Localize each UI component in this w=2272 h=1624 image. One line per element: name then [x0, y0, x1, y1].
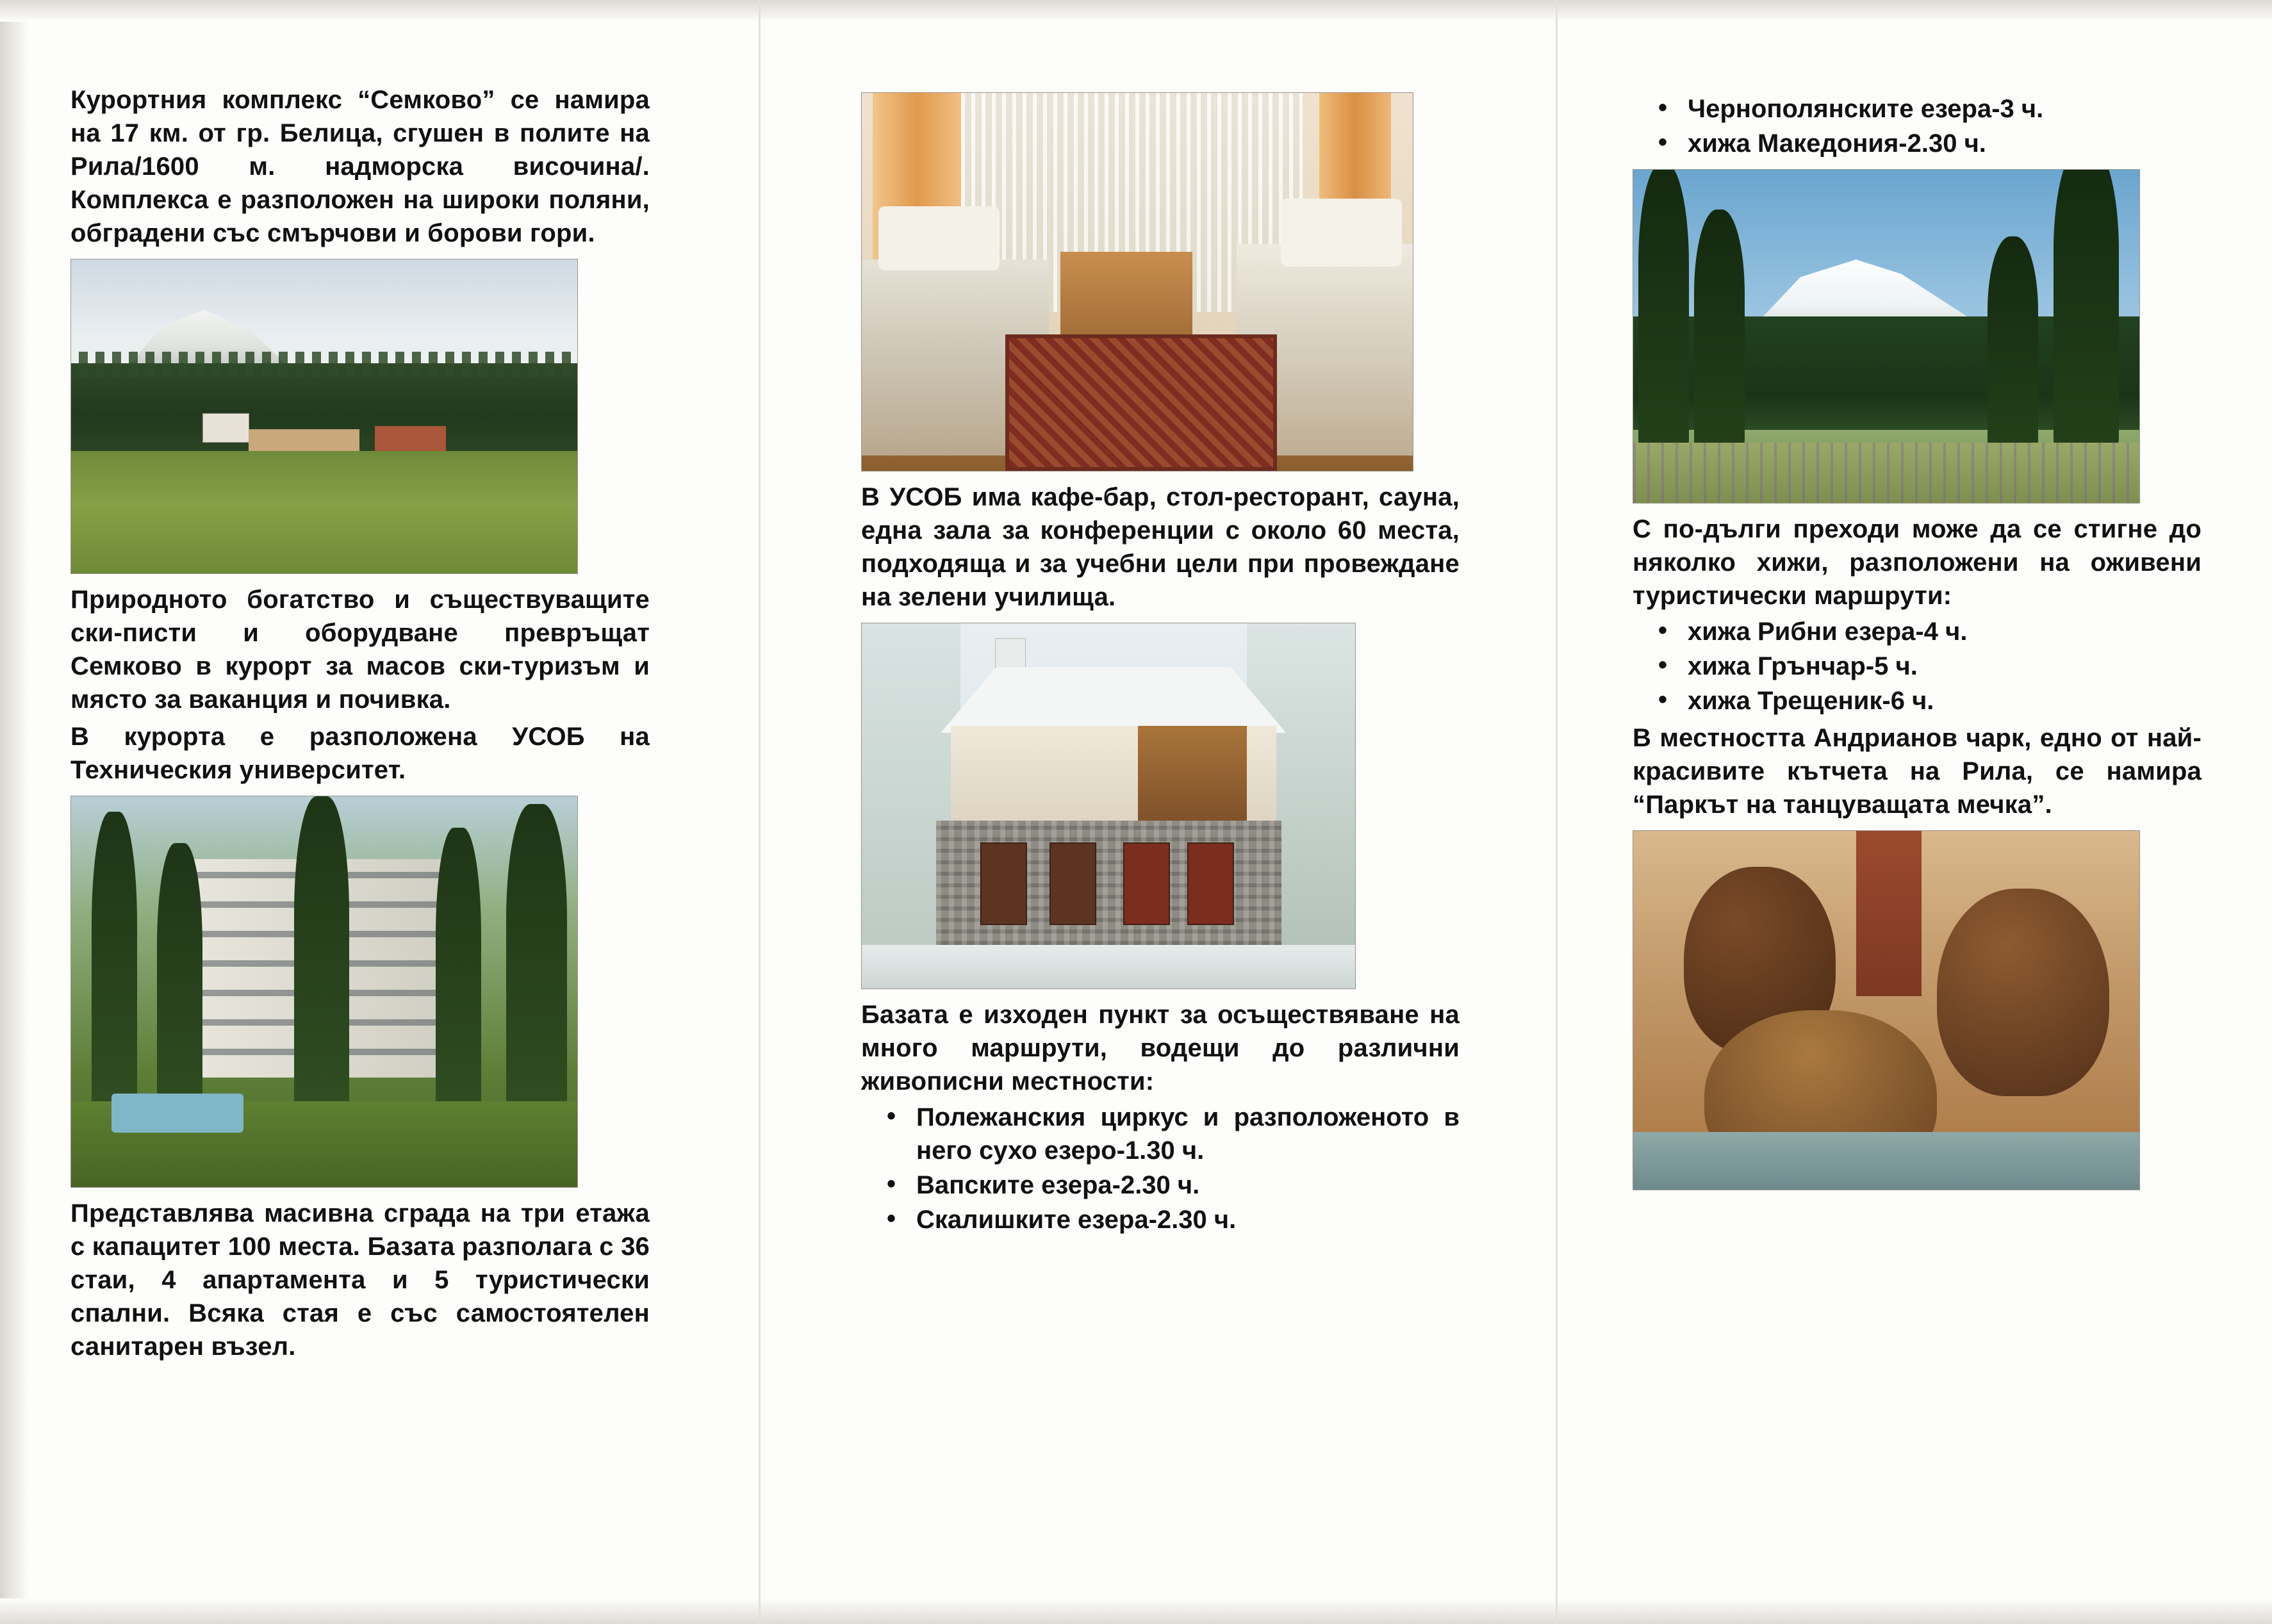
column-right	[1556, 0, 2272, 1624]
column-middle	[759, 0, 1556, 1624]
left-paragraph-2: Природното богатство и съществуващите ски-писти и оборудване превръщат Семково в курорт за масов ски-туризъм и място за ваканция и почивка.	[70, 586, 650, 714]
list-item: • хижа Македония-2.30 ч.	[1688, 127, 2202, 160]
photo-bears	[1633, 830, 2140, 1190]
middle-paragraph-1: В УСОБ има кафе-бар, стол-ресторант, сауна, една зала за конференции с около 60 места, подходяща и за учебни цели при провеждане на зелени училища.	[861, 483, 1460, 611]
right-paragraph-1: С по-дълги преходи може да се стигне до няколко хижи, разположени на оживени туристически маршрути:	[1633, 515, 2202, 610]
list-item: • хижа Трещеник-6 ч.	[1688, 684, 2202, 718]
list-item: • Полежанския циркус и разположеното в него сухо езеро-1.30 ч.	[916, 1101, 1460, 1167]
list-item: • хижа Грънчар-5 ч.	[1688, 650, 2202, 683]
routes-list	[861, 1101, 1460, 1236]
right-paragraph-2: В местността Андрианов чарк, едно от най-красивите кътчета на Рила, се намира “Паркът на танцуващата мечка”.	[1633, 724, 2202, 819]
left-paragraph-1: Курортния комплекс “Семково” се намира на 17 км. от гр. Белица, сгушен в полите на Рила/1600 м. надморска височина/. Комплекса е разположен на широки поляни, обградени със смърчови и борови гори.	[70, 86, 650, 247]
left-paragraph-3: В курорта е разположена УСОБ на Техническия университет.	[70, 723, 650, 784]
routes-list-top	[1633, 92, 2202, 160]
middle-paragraph-2: Базата е изходен пункт за осъществяване на много маршрути, водещи до различни живописни местности:	[861, 1001, 1460, 1095]
huts-list	[1633, 615, 2202, 718]
list-item: • Скалишките езера-2.30 ч.	[916, 1203, 1460, 1236]
photo-hotel-room	[861, 92, 1413, 472]
list-item: • Вапските езера-2.30 ч.	[916, 1169, 1460, 1202]
photo-snowy-peak	[1633, 169, 2140, 504]
left-paragraph-4: Представлява масивна сграда на три етажа с капацитет 100 места. Базата разполага с 36 стаи, 4 апартамента и 5 туристически спални. Всяка стая е със самостоятелен санитарен възел.	[70, 1199, 650, 1361]
photo-meadow-resort	[70, 259, 578, 574]
column-left	[0, 0, 759, 1624]
list-item: • хижа Рибни езера-4 ч.	[1688, 615, 2202, 648]
photo-hotel-pines	[70, 796, 578, 1188]
photo-chalet-winter	[861, 623, 1356, 989]
list-item: • Чернополянските езера-3 ч.	[1688, 92, 2202, 126]
